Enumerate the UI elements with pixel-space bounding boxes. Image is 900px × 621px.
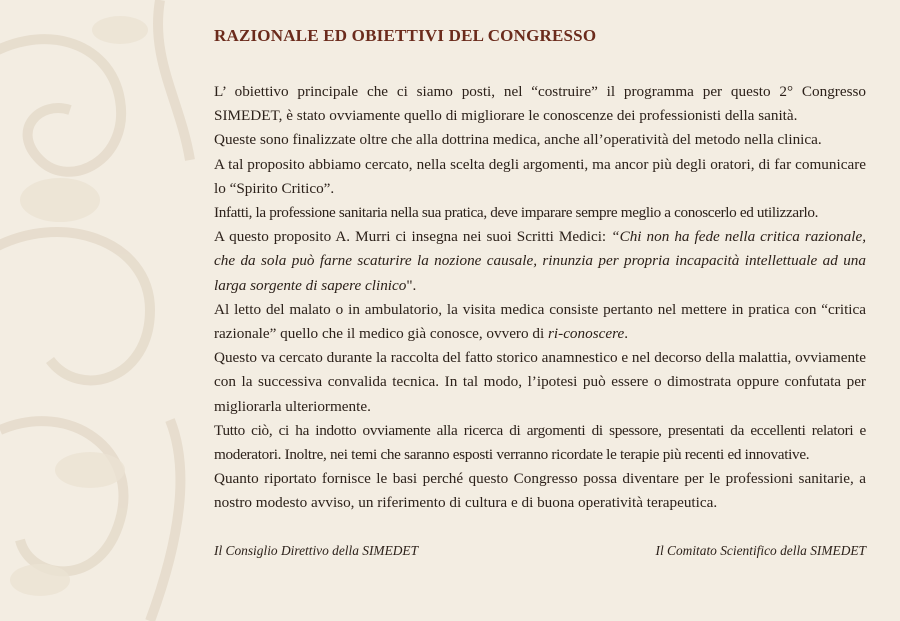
paragraph-5-intro: A questo proposito A. Murri ci insegna nei suoi Scritti Medici: [214, 228, 612, 246]
paragraph-7: Questo va cercato durante la raccolta del fatto storico anamnestico e nel decorso della malattia, ovviamente con la successiva convalida tecnica. In tal modo, l’ipotesi può essere o dimostrata oppure confutata per migliorarla ulteriormente. [214, 349, 866, 415]
signature-board: Il Consiglio Direttivo della SIMEDET [214, 543, 419, 558]
paragraph-1: L’ obiettivo principale che ci siamo posti, nel “costruire” il programma per questo 2° Congresso SIMEDET, è stato ovviamente quello di migliorare le conoscenze dei professionisti della sanità. [214, 83, 866, 125]
page-title: RAZIONALE ED OBIETTIVI DEL CONGRESSO [214, 26, 597, 45]
ri-conoscere-term: ri-conoscere [548, 325, 625, 343]
murri-quote: “Chi non ha fede nella critica razionale, che da sola può farne scaturire la nozione causale, rinunzia per propria incapacità intellettuale ad una larga sorgente di sapere clinico [214, 228, 866, 294]
document-page [214, 26, 866, 558]
signature-scientific-committee: Il Comitato Scientifico della SIMEDET [655, 543, 866, 558]
paragraph-6-text: Al letto del malato o in ambulatorio, la visita medica consiste pertanto nel mettere in pratica con “critica razionale” quello che il medico già conosce, ovvero di [214, 300, 866, 343]
paragraph-5-end: ". [406, 276, 417, 294]
document-body [214, 80, 866, 516]
paragraph-9: Quanto riportato fornisce le basi perché questo Congresso possa diventare per le professioni sanitarie, a nostro modesto avviso, un riferimento di cultura e di buona operatività terapeutica. [214, 470, 866, 512]
paragraph-6 [214, 298, 866, 346]
paragraph-8: Tutto ciò, ci ha indotto ovviamente alla ricerca di argomenti di spessore, presentati da eccellenti relatori e moderatori. Inoltre, nei temi che saranno esposti verranno ricordate le terapie più recenti ed innovative. [214, 421, 866, 464]
paragraph-4: Infatti, la professione sanitaria nella sua pratica, deve imparare sempre meglio a conoscerlo ed utilizzarlo. [214, 204, 819, 222]
paragraph-2: Queste sono finalizzate oltre che alla dottrina medica, anche all’operatività del metodo nella clinica. [214, 131, 822, 149]
paragraph-5 [214, 225, 866, 298]
paragraph-3: A tal proposito abbiamo cercato, nella scelta degli argomenti, ma ancor più degli oratori, di far comunicare lo “Spirito Critico”. [214, 155, 866, 197]
paragraph-6-end: . [624, 325, 628, 343]
